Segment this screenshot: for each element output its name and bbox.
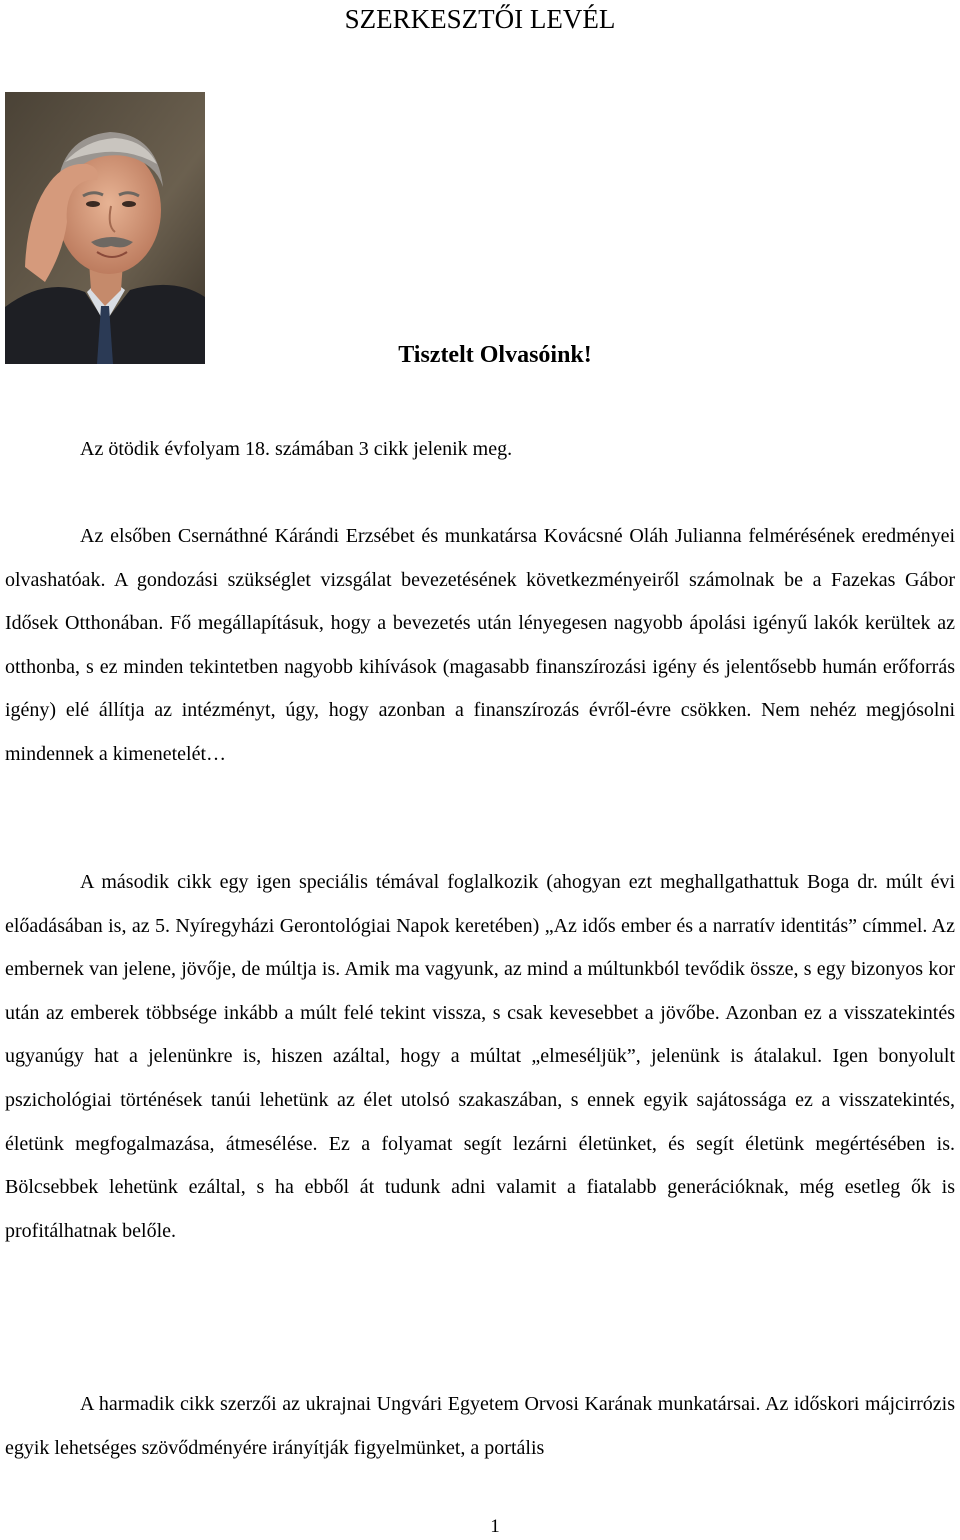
paragraph-second-article: A második cikk egy igen speciális témával foglalkozik (ahogyan ezt meghallgathattuk Boga dr. múlt évi előadásában is, az 5. Nyíregyházi Gerontológiai Napok keretében) „Az idős ember és a narratív identitás” címmel. Az embernek van jelene, jövője, de múltja is. Amik ma vagyunk, az mind a múltunkból tevődik össze, s egy bizonyos kor után az emberek többsége inkább a múlt felé tekint vissza, s csak kevesebbet a jövőbe. Azonban ez a visszatekintés ugyanúgy hat a jelenünkre is, hiszen azáltal, hogy a múltat „elmeséljük”, jelenünk is átalakul. Igen bonyolult pszichológiai történések tanúi lehetünk az élet utolsó szakaszában, s ennek egyik sajátossága ez a visszatekintés, életünk megfogalmazása, átmesélése. Ez a folyamat segít lezárni életünket, és segít életünk megértésében is. Bölcsebbek lehetünk ezáltal, s ha ebből át tudunk adni valamit a fiatalabb generációknak, még esetleg ők is profitálhatnak belőle. xyxy=(5,871,955,1242)
page-title: SZERKESZTŐI LEVÉL xyxy=(344,4,616,34)
paragraph-first-article: Az elsőben Csernáthné Kárándi Erzsébet és munkatársa Kovácsné Oláh Julianna felmérésének eredményei olvashatóak. A gondozási szükséglet vizsgálat bevezetésének következményeiről számolnak be a Fazekas Gábor Idősek Otthonában. Fő megállapításuk, hogy a bevezetés után lényegesen nagyobb ápolási igényű lakók kerültek az otthonba, s ez minden tekintetben nagyobb kihívások (magasabb finanszírozási igény és jelentősebb humán erőforrás igény) elé állítja az intézményt, úgy, hogy azonban a finanszírozás évről-évre csökken. Nem nehéz megjósolni mindennek a kimenetelét… xyxy=(5,525,955,765)
paragraph-third-article: A harmadik cikk szerzői az ukrajnai Ungvári Egyetem Orvosi Karának munkatársai. Az időskori májcirrózis egyik lehetséges szövődményére irányítják figyelmünket, a portális xyxy=(5,1393,955,1459)
greeting: Tisztelt Olvasóink! xyxy=(398,342,592,368)
paragraph-intro: Az ötödik évfolyam 18. számában 3 cikk jelenik meg. xyxy=(80,438,513,460)
author-photo xyxy=(5,92,205,364)
page-number: 1 xyxy=(490,1516,500,1537)
